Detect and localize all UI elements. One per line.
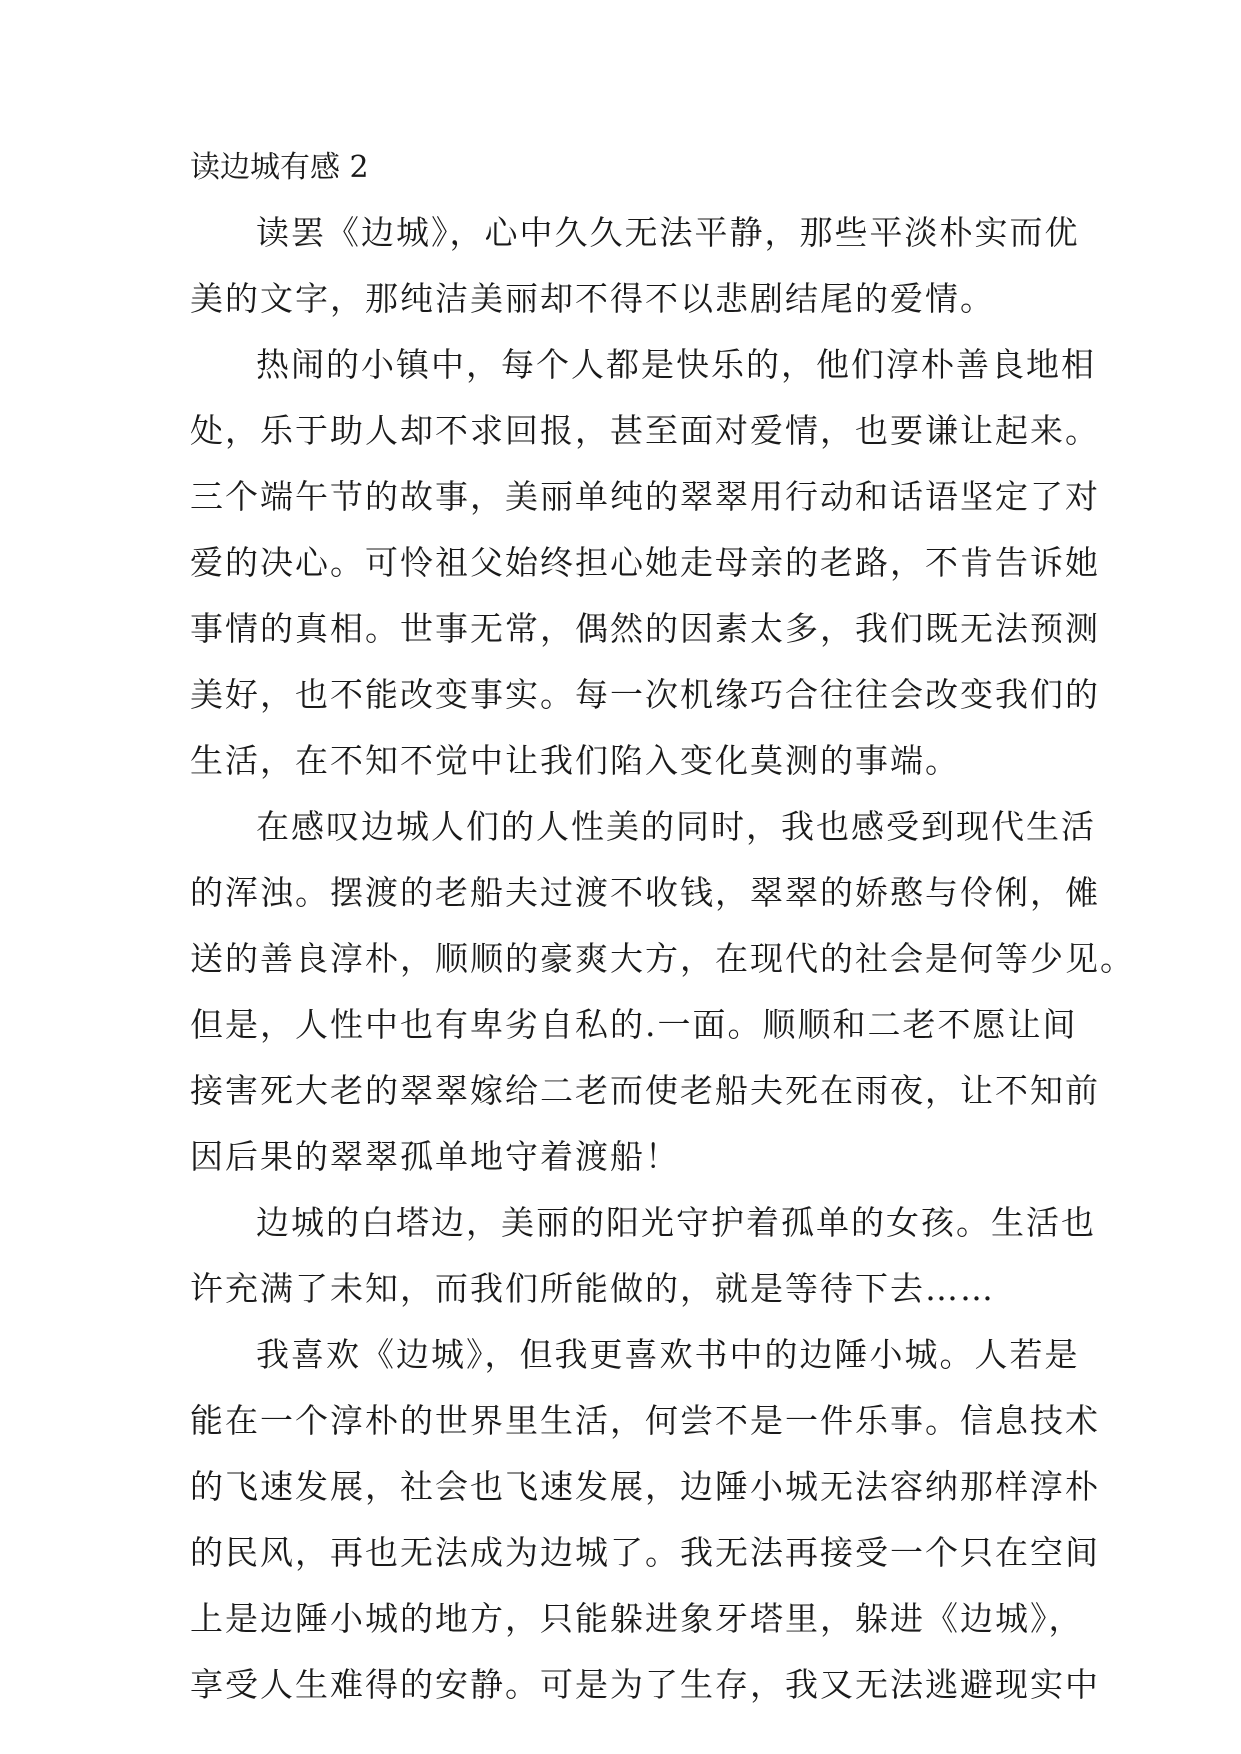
paragraph-line: 因后果的翠翠孤单地守着渡船！ <box>190 1137 680 1176</box>
paragraph-line: 的浑浊。摆渡的老船夫过渡不收钱，翠翠的娇憨与伶俐，傩 <box>190 873 1100 912</box>
paragraph-line: 三个端午节的故事，美丽单纯的翠翠用行动和话语坚定了对 <box>190 477 1100 516</box>
paragraph-line: 事情的真相。世事无常，偶然的因素太多，我们既无法预测 <box>190 609 1100 648</box>
paragraph-5 <box>190 1322 1100 1718</box>
paragraph-line: 美好，也不能改变事实。每一次机缘巧合往往会改变我们的 <box>190 675 1100 714</box>
paragraph-line: 上是边陲小城的地方，只能躲进象牙塔里，躲进《边城》， <box>190 1599 1084 1638</box>
paragraph-line: 我喜欢《边城》，但我更喜欢书中的边陲小城。人若是 <box>256 1335 1080 1374</box>
paragraph-2 <box>190 332 1100 794</box>
paragraph-line: 处，乐于助人却不求回报，甚至面对爱情，也要谦让起来。 <box>190 411 1100 450</box>
document-body <box>190 150 1135 1718</box>
paragraph-4 <box>190 1190 1096 1322</box>
paragraph-line: 但是，人性中也有卑劣自私的.一面。顺顺和二老不愿让间 <box>190 1005 1078 1044</box>
paragraph-3 <box>190 794 1135 1190</box>
paragraph-line: 能在一个淳朴的世界里生活，何尝不是一件乐事。信息技术 <box>190 1401 1100 1440</box>
paragraph-line: 美的文字，那纯洁美丽却不得不以悲剧结尾的爱情。 <box>190 279 995 318</box>
paragraph-line: 边城的白塔边，美丽的阳光守护着孤单的女孩。生活也 <box>256 1203 1096 1242</box>
paragraph-line: 的民风，再也无法成为边城了。我无法再接受一个只在空间 <box>190 1533 1100 1572</box>
paragraph-line: 生活，在不知不觉中让我们陷入变化莫测的事端。 <box>190 741 960 780</box>
paragraph-line: 送的善良淳朴，顺顺的豪爽大方，在现代的社会是何等少见。 <box>190 939 1135 978</box>
document-title: 读边城有感 2 <box>190 150 369 185</box>
paragraph-line: 接害死大老的翠翠嫁给二老而使老船夫死在雨夜，让不知前 <box>190 1071 1100 1110</box>
paragraph-line: 享受人生难得的安静。可是为了生存，我又无法逃避现实中 <box>190 1665 1100 1704</box>
paragraph-line: 读罢《边城》，心中久久无法平静，那些平淡朴实而优 <box>256 213 1080 252</box>
paragraph-line: 许充满了未知，而我们所能做的，就是等待下去…… <box>190 1269 995 1308</box>
paragraph-line: 爱的决心。可怜祖父始终担心她走母亲的老路，不肯告诉她 <box>190 543 1100 582</box>
paragraph-line: 在感叹边城人们的人性美的同时，我也感受到现代生活 <box>256 807 1096 846</box>
paragraph-line: 的飞速发展，社会也飞速发展，边陲小城无法容纳那样淳朴 <box>190 1467 1100 1506</box>
paragraph-1 <box>190 200 1080 332</box>
paragraph-line: 热闹的小镇中，每个人都是快乐的，他们淳朴善良地相 <box>256 345 1096 384</box>
